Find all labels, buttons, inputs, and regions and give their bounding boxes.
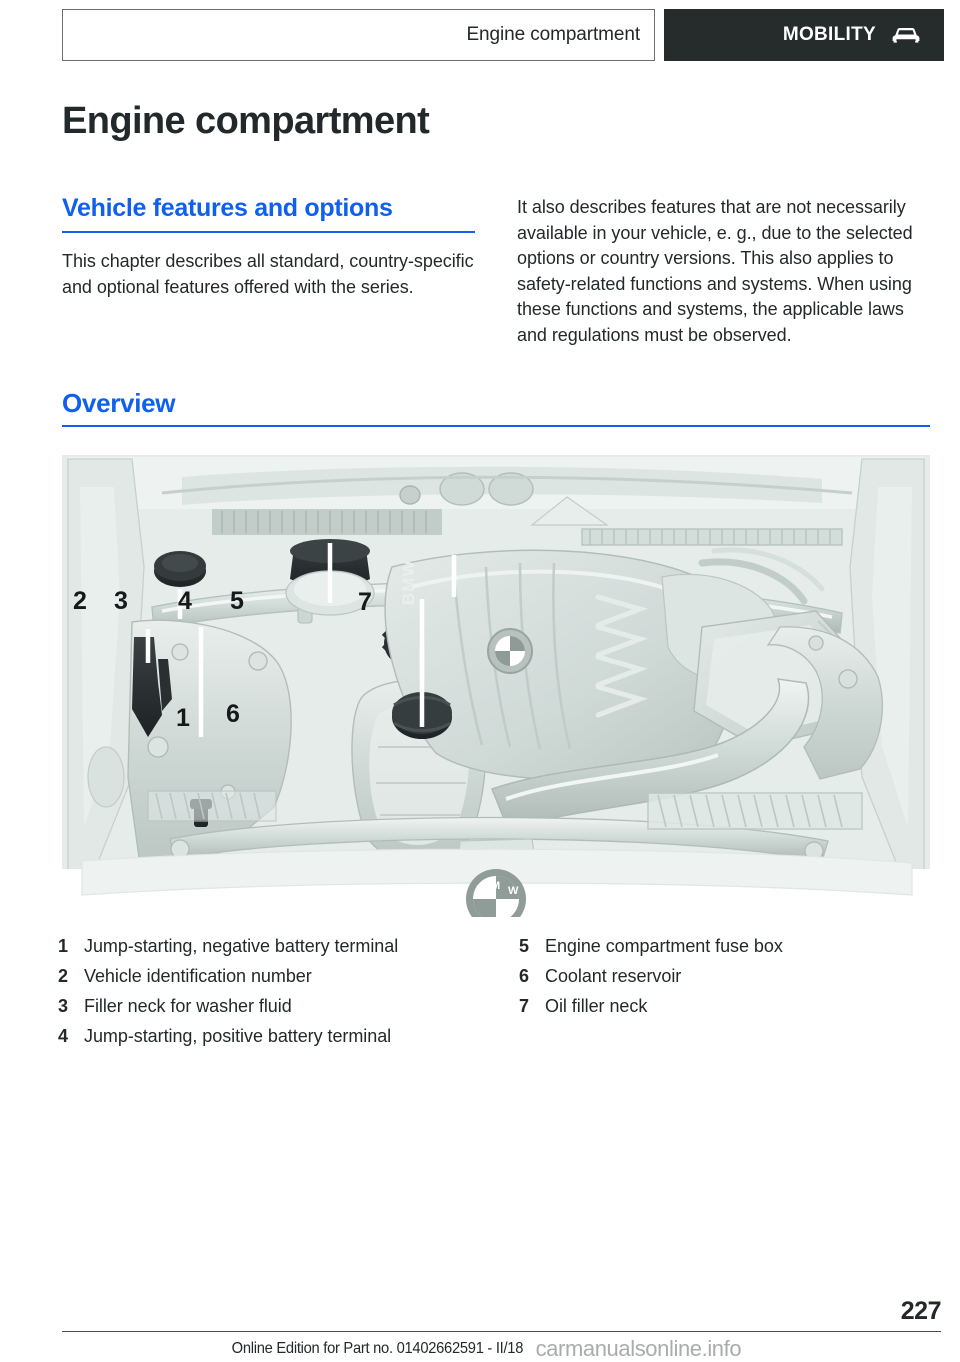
page-title: Engine compartment bbox=[62, 100, 430, 142]
footer-watermark: carmanualsonline.info bbox=[535, 1336, 742, 1361]
section-tab-mobility[interactable] bbox=[664, 9, 944, 61]
breadcrumb bbox=[62, 9, 655, 61]
intro-right-paragraph: It also describes features that are not necessarily available in your vehicle, e. g., due to the selected options or country versions. This also applies to safety-related functions and systems. When using these functions and systems, the applicable laws and regulations must be observed. bbox=[517, 197, 913, 345]
legend-item bbox=[519, 936, 934, 966]
figure-callout-7: 7 bbox=[358, 588, 372, 616]
legend-right-column bbox=[519, 936, 934, 1056]
legend-left-column bbox=[58, 936, 473, 1056]
legend-label: Jump-starting, positive battery terminal bbox=[84, 1026, 392, 1046]
figure-callout-5: 5 bbox=[230, 587, 244, 615]
svg-text:B: B bbox=[476, 884, 484, 896]
svg-text:BMW: BMW bbox=[399, 559, 418, 605]
legend-label: Oil filler neck bbox=[545, 996, 648, 1016]
section-tab-label: MOBILITY bbox=[782, 24, 876, 45]
section-heading-vehicle-features: Vehicle features and options bbox=[62, 193, 475, 233]
footer bbox=[0, 1336, 960, 1362]
engine-compartment-illustration bbox=[62, 447, 930, 917]
intro-columns bbox=[62, 193, 930, 348]
footer-divider bbox=[62, 1331, 941, 1332]
legend-number: 6 bbox=[519, 966, 530, 986]
legend-item bbox=[58, 996, 473, 1026]
figure-callout-2: 2 bbox=[73, 587, 87, 615]
figure-callout-6: 6 bbox=[226, 700, 240, 728]
legend-item bbox=[58, 966, 473, 996]
intro-left-paragraph: This chapter describes all standard, country-specific and optional features offered with the series. bbox=[62, 251, 474, 297]
section-heading-overview: Overview bbox=[62, 388, 930, 427]
page-header bbox=[62, 9, 944, 61]
footer-edition-text: Online Edition for Part no. 01402662591 - II/18 bbox=[231, 1340, 523, 1357]
page-number: 227 bbox=[900, 1297, 941, 1325]
legend-label: Vehicle identification number bbox=[84, 966, 312, 986]
figure-callout-3: 3 bbox=[114, 587, 128, 615]
legend-label: Coolant reservoir bbox=[545, 966, 682, 986]
legend-label: Engine compartment fuse box bbox=[545, 936, 783, 956]
intro-left-column bbox=[62, 193, 475, 348]
car-front-icon bbox=[890, 25, 922, 45]
legend-number: 5 bbox=[519, 936, 530, 956]
legend-label: Jump-starting, negative battery terminal bbox=[84, 936, 399, 956]
legend-number: 2 bbox=[58, 966, 69, 986]
legend-number: 3 bbox=[58, 996, 69, 1016]
figure-callout-4: 4 bbox=[178, 587, 192, 615]
legend-number: 7 bbox=[519, 996, 530, 1016]
legend-item bbox=[519, 996, 934, 1026]
legend-number: 1 bbox=[58, 936, 69, 956]
legend-item bbox=[58, 936, 473, 966]
figure-legend bbox=[58, 936, 934, 1056]
legend-number: 4 bbox=[58, 1026, 69, 1046]
breadcrumb-label: Engine compartment bbox=[466, 24, 640, 45]
engine-compartment-figure bbox=[62, 447, 930, 917]
svg-text:M: M bbox=[491, 880, 501, 892]
figure-callout-1: 1 bbox=[176, 704, 190, 732]
svg-text:W: W bbox=[508, 885, 519, 897]
legend-label: Filler neck for washer fluid bbox=[84, 996, 292, 1016]
legend-item bbox=[58, 1026, 473, 1056]
intro-right-column bbox=[517, 193, 930, 348]
legend-item bbox=[519, 966, 934, 996]
